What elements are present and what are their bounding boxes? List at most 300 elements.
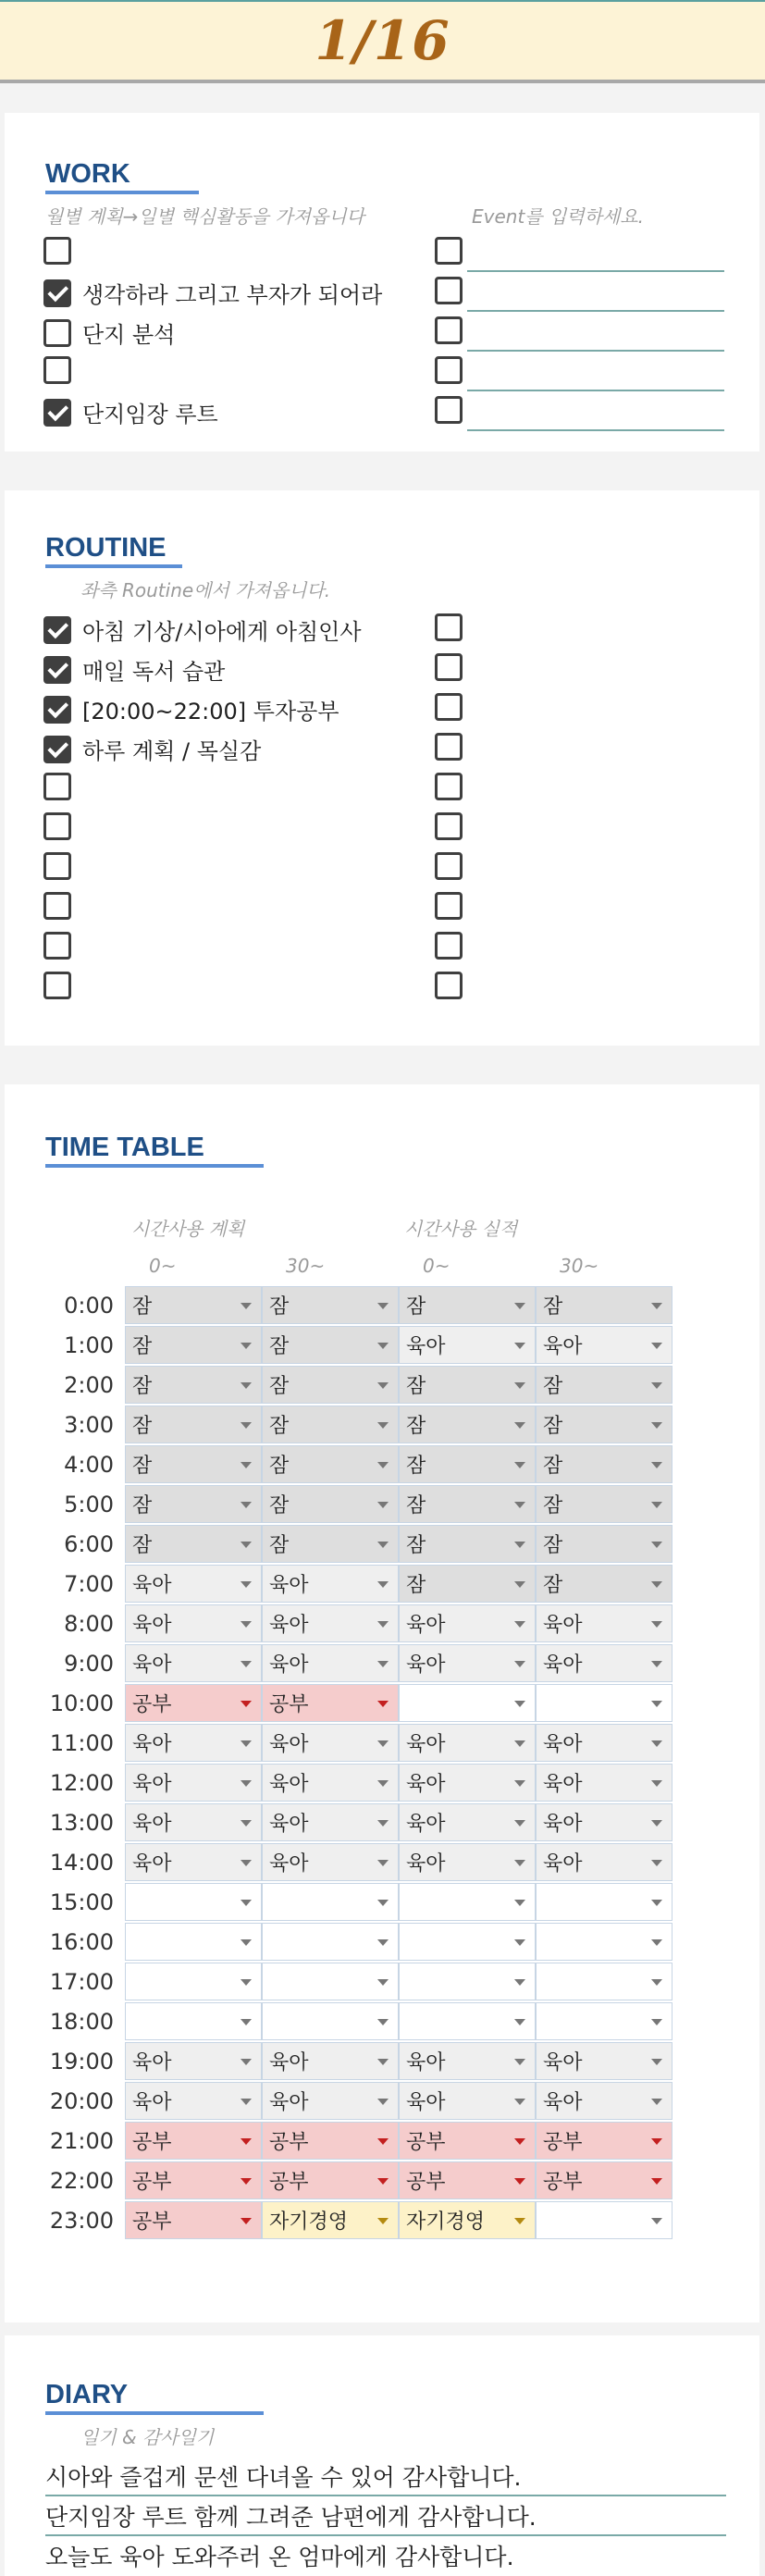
timetable-cell-dropdown[interactable]	[125, 1644, 262, 1682]
chevron-down-icon[interactable]	[377, 1422, 389, 1429]
routine-right-checkbox[interactable]	[435, 812, 463, 840]
timetable-cell-dropdown[interactable]	[125, 2042, 262, 2080]
timetable-cell-dropdown[interactable]	[399, 1604, 536, 1642]
work-item-label: 단지임장 루트	[82, 402, 218, 427]
chevron-down-icon[interactable]	[514, 1860, 525, 1866]
date-header	[0, 0, 765, 83]
chevron-down-icon[interactable]	[241, 1900, 252, 1906]
timetable-cell-dropdown[interactable]	[536, 1764, 672, 1802]
timetable-cell-dropdown[interactable]	[262, 1406, 399, 1443]
timetable-cell-dropdown[interactable]	[399, 1644, 536, 1682]
timetable-cell-dropdown[interactable]	[125, 1366, 262, 1404]
routine-right-checkbox[interactable]	[435, 892, 463, 920]
routine-item[interactable]	[43, 773, 82, 800]
timetable-cell-dropdown[interactable]	[536, 2201, 672, 2239]
timetable-cell-dropdown[interactable]	[262, 1764, 399, 1802]
chevron-down-icon[interactable]	[651, 2019, 662, 2025]
routine-item[interactable]	[43, 733, 261, 765]
event-checkbox[interactable]	[435, 316, 463, 344]
routine-item[interactable]	[43, 653, 225, 686]
chevron-down-icon[interactable]	[377, 1780, 389, 1787]
chevron-down-icon[interactable]	[514, 1621, 525, 1628]
routine-right-checkbox[interactable]	[435, 653, 463, 681]
work-checkbox[interactable]	[43, 279, 71, 307]
timetable-cell-dropdown[interactable]	[262, 2161, 399, 2199]
timetable-cell-dropdown[interactable]	[399, 2082, 536, 2120]
chevron-down-icon[interactable]	[514, 1502, 525, 1508]
routine-right-item[interactable]	[435, 773, 463, 800]
event-item[interactable]	[435, 396, 463, 424]
timetable-cell-dropdown[interactable]	[262, 1366, 399, 1404]
timetable-cell-dropdown[interactable]	[125, 2161, 262, 2199]
event-item[interactable]	[435, 316, 463, 344]
routine-checkbox[interactable]	[43, 656, 71, 684]
chevron-down-icon[interactable]	[377, 1820, 389, 1827]
chevron-down-icon[interactable]	[514, 2099, 525, 2105]
timetable-cell-dropdown[interactable]	[399, 1445, 536, 1483]
chevron-down-icon[interactable]	[241, 1860, 252, 1866]
routine-item[interactable]	[43, 892, 82, 920]
event-input-line[interactable]	[467, 270, 724, 272]
timetable-cell-dropdown[interactable]	[262, 1565, 399, 1603]
timetable-cell-dropdown[interactable]	[262, 2082, 399, 2120]
chevron-down-icon[interactable]	[241, 1343, 252, 1349]
timetable-cell-dropdown[interactable]	[399, 1525, 536, 1563]
chevron-down-icon[interactable]	[377, 1900, 389, 1906]
chevron-down-icon[interactable]	[241, 1780, 252, 1787]
timetable-cell-value: 육아	[269, 1813, 309, 1836]
event-item[interactable]	[435, 356, 463, 384]
chevron-down-icon[interactable]	[651, 1542, 662, 1548]
routine-right-checkbox[interactable]	[435, 773, 463, 800]
chevron-down-icon[interactable]	[514, 1382, 525, 1389]
timetable-cell-dropdown[interactable]	[262, 2002, 399, 2040]
chevron-down-icon[interactable]	[651, 1422, 662, 1429]
timetable-cell-dropdown[interactable]	[399, 1565, 536, 1603]
timetable-cell-value: 공부	[269, 2171, 309, 2194]
chevron-down-icon[interactable]	[241, 2099, 252, 2105]
chevron-down-icon[interactable]	[651, 1780, 662, 1787]
timetable-cell-dropdown[interactable]	[125, 2201, 262, 2239]
routine-right-checkbox[interactable]	[435, 972, 463, 999]
routine-checkbox[interactable]	[43, 616, 71, 644]
timetable-cell-value: 잠	[543, 1494, 563, 1517]
event-input-line[interactable]	[467, 310, 724, 312]
timetable-cell-dropdown[interactable]	[536, 1406, 672, 1443]
routine-checkbox[interactable]	[43, 736, 71, 763]
timetable-cell-dropdown[interactable]	[262, 1286, 399, 1324]
routine-right-checkbox[interactable]	[435, 932, 463, 960]
timetable-subhead: 0~	[149, 1255, 177, 1277]
timetable-cell-dropdown[interactable]	[536, 1724, 672, 1762]
event-checkbox[interactable]	[435, 237, 463, 265]
chevron-down-icon[interactable]	[514, 2019, 525, 2025]
timetable-cell-dropdown[interactable]	[536, 2082, 672, 2120]
timetable-cell-dropdown[interactable]	[262, 1604, 399, 1642]
chevron-down-icon[interactable]	[241, 1621, 252, 1628]
timetable-cell-dropdown[interactable]	[399, 1923, 536, 1961]
timetable-cell-dropdown[interactable]	[399, 2122, 536, 2160]
chevron-down-icon[interactable]	[514, 1661, 525, 1667]
timetable-cell-dropdown[interactable]	[536, 2161, 672, 2199]
routine-hint: 좌측 Routine에서 가져옵니다.	[80, 579, 331, 601]
timetable-cell-dropdown[interactable]	[536, 1445, 672, 1483]
chevron-down-icon[interactable]	[514, 2218, 525, 2224]
chevron-down-icon[interactable]	[377, 1979, 389, 1986]
chevron-down-icon[interactable]	[651, 1740, 662, 1747]
chevron-down-icon[interactable]	[651, 1382, 662, 1389]
routine-item[interactable]	[43, 812, 82, 840]
work-checkbox[interactable]	[43, 237, 71, 265]
chevron-down-icon[interactable]	[514, 2138, 525, 2145]
chevron-down-icon[interactable]	[651, 1621, 662, 1628]
routine-right-item[interactable]	[435, 892, 463, 920]
chevron-down-icon[interactable]	[377, 1740, 389, 1747]
chevron-down-icon[interactable]	[377, 1939, 389, 1946]
chevron-down-icon[interactable]	[651, 1581, 662, 1588]
timetable-cell-dropdown[interactable]	[399, 2201, 536, 2239]
routine-checkbox[interactable]	[43, 892, 71, 920]
chevron-down-icon[interactable]	[377, 1303, 389, 1309]
timetable-cell-dropdown[interactable]	[125, 2082, 262, 2120]
chevron-down-icon[interactable]	[651, 1502, 662, 1508]
work-checkbox[interactable]	[43, 399, 71, 427]
timetable-hour: 12:00	[49, 1770, 114, 1796]
timetable-cell-dropdown[interactable]	[262, 1923, 399, 1961]
routine-right-checkbox[interactable]	[435, 613, 463, 641]
chevron-down-icon[interactable]	[241, 1740, 252, 1747]
timetable-cell-dropdown[interactable]	[262, 1326, 399, 1364]
routine-right-checkbox[interactable]	[435, 733, 463, 761]
timetable-cell-dropdown[interactable]	[125, 1565, 262, 1603]
timetable-cell-dropdown[interactable]	[262, 1644, 399, 1682]
chevron-down-icon[interactable]	[377, 1701, 389, 1707]
timetable-cell-value: 공부	[543, 2131, 583, 2154]
chevron-down-icon[interactable]	[377, 1502, 389, 1508]
chevron-down-icon[interactable]	[514, 2178, 525, 2185]
work-item[interactable]	[43, 316, 175, 349]
routine-item[interactable]	[43, 613, 362, 646]
routine-card	[5, 490, 759, 1046]
chevron-down-icon[interactable]	[651, 1661, 662, 1667]
chevron-down-icon[interactable]	[651, 1343, 662, 1349]
chevron-down-icon[interactable]	[514, 1701, 525, 1707]
chevron-down-icon[interactable]	[377, 1462, 389, 1468]
timetable-cell-dropdown[interactable]	[536, 1485, 672, 1523]
chevron-down-icon[interactable]	[377, 1621, 389, 1628]
chevron-down-icon[interactable]	[514, 1462, 525, 1468]
chevron-down-icon[interactable]	[514, 1303, 525, 1309]
timetable-cell-dropdown[interactable]	[125, 1923, 262, 1961]
chevron-down-icon[interactable]	[241, 2059, 252, 2065]
timetable-cell-dropdown[interactable]	[125, 1764, 262, 1802]
timetable-cell-dropdown[interactable]	[125, 1406, 262, 1443]
routine-right-item[interactable]	[435, 972, 463, 999]
chevron-down-icon[interactable]	[377, 1581, 389, 1588]
chevron-down-icon[interactable]	[377, 2218, 389, 2224]
event-input-line[interactable]	[467, 390, 724, 391]
timetable-cell-dropdown[interactable]	[399, 1724, 536, 1762]
chevron-down-icon[interactable]	[514, 1542, 525, 1548]
diary-entry[interactable]: 시아와 즐겁게 문센 다녀올 수 있어 감사합니다.	[45, 2464, 522, 2491]
timetable-cell-dropdown[interactable]	[262, 1445, 399, 1483]
chevron-down-icon[interactable]	[241, 1422, 252, 1429]
chevron-down-icon[interactable]	[514, 1979, 525, 1986]
diary-entry[interactable]: 단지임장 루트 함께 그려준 남편에게 감사합니다.	[45, 2504, 537, 2531]
timetable-cell-value: 육아	[132, 1614, 172, 1637]
timetable-cell-dropdown[interactable]	[262, 2042, 399, 2080]
timetable-cell-value: 잠	[406, 1375, 426, 1398]
timetable-cell-dropdown[interactable]	[536, 1644, 672, 1682]
timetable-cell-dropdown[interactable]	[262, 1803, 399, 1841]
timetable-cell-dropdown[interactable]	[536, 2002, 672, 2040]
chevron-down-icon[interactable]	[241, 1382, 252, 1389]
chevron-down-icon[interactable]	[651, 1462, 662, 1468]
chevron-down-icon[interactable]	[377, 1542, 389, 1548]
work-item[interactable]	[43, 356, 82, 384]
chevron-down-icon[interactable]	[241, 1820, 252, 1827]
routine-right-item[interactable]	[435, 852, 463, 880]
timetable-cell-dropdown[interactable]	[399, 1883, 536, 1921]
timetable-cell-value: 공부	[132, 1693, 172, 1716]
timetable-hour: 6:00	[64, 1531, 114, 1557]
timetable-cell-dropdown[interactable]	[536, 1923, 672, 1961]
timetable-cell-dropdown[interactable]	[399, 1963, 536, 2000]
timetable-hour: 22:00	[49, 2168, 114, 2194]
chevron-down-icon[interactable]	[241, 1701, 252, 1707]
routine-checkbox[interactable]	[43, 773, 71, 800]
chevron-down-icon[interactable]	[241, 1979, 252, 1986]
routine-right-item[interactable]	[435, 693, 463, 721]
timetable-cell-dropdown[interactable]	[125, 2122, 262, 2160]
chevron-down-icon[interactable]	[241, 1542, 252, 1548]
chevron-down-icon[interactable]	[514, 1900, 525, 1906]
timetable-cell-dropdown[interactable]	[399, 1843, 536, 1881]
timetable-cell-dropdown[interactable]	[536, 1565, 672, 1603]
timetable-cell-dropdown[interactable]	[399, 1485, 536, 1523]
chevron-down-icon[interactable]	[651, 2178, 662, 2185]
chevron-down-icon[interactable]	[241, 2178, 252, 2185]
timetable-cell-dropdown[interactable]	[262, 1724, 399, 1762]
timetable-cell-dropdown[interactable]	[536, 1326, 672, 1364]
timetable-cell-dropdown[interactable]	[125, 1684, 262, 1722]
chevron-down-icon[interactable]	[651, 2059, 662, 2065]
routine-checkbox[interactable]	[43, 852, 71, 880]
routine-right-item[interactable]	[435, 932, 463, 960]
chevron-down-icon[interactable]	[514, 1422, 525, 1429]
timetable-cell-dropdown[interactable]	[536, 2122, 672, 2160]
chevron-down-icon[interactable]	[241, 1661, 252, 1667]
chevron-down-icon[interactable]	[514, 2059, 525, 2065]
timetable-cell-dropdown[interactable]	[536, 1803, 672, 1841]
routine-right-checkbox[interactable]	[435, 693, 463, 721]
timetable-cell-value: 잠	[406, 1295, 426, 1319]
timetable-cell-dropdown[interactable]	[125, 1963, 262, 2000]
timetable-cell-dropdown[interactable]	[536, 1883, 672, 1921]
timetable-cell-dropdown[interactable]	[399, 1803, 536, 1841]
chevron-down-icon[interactable]	[241, 1462, 252, 1468]
routine-item[interactable]	[43, 932, 82, 960]
timetable-cell-dropdown[interactable]	[536, 1604, 672, 1642]
chevron-down-icon[interactable]	[514, 1780, 525, 1787]
diary-entry[interactable]: 오늘도 육아 도와주러 온 엄마에게 감사합니다.	[45, 2544, 514, 2570]
timetable-title: TIME TABLE	[45, 1133, 204, 1162]
diary-separator	[45, 2534, 726, 2536]
chevron-down-icon[interactable]	[651, 2099, 662, 2105]
timetable-cell-value: 육아	[406, 2051, 446, 2074]
timetable-cell-value: 육아	[406, 1733, 446, 1756]
timetable-cell-dropdown[interactable]	[125, 1525, 262, 1563]
timetable-cell-dropdown[interactable]	[536, 1366, 672, 1404]
timetable-hour: 13:00	[49, 1810, 114, 1836]
timetable-cell-value: 육아	[269, 2091, 309, 2114]
routine-checkbox[interactable]	[43, 812, 71, 840]
chevron-down-icon[interactable]	[377, 2138, 389, 2145]
work-item[interactable]	[43, 277, 382, 309]
chevron-down-icon[interactable]	[241, 2019, 252, 2025]
routine-right-item[interactable]	[435, 613, 463, 641]
chevron-down-icon[interactable]	[377, 2178, 389, 2185]
routine-title-underline	[45, 564, 182, 568]
event-checkbox[interactable]	[435, 356, 463, 384]
timetable-cell-dropdown[interactable]	[536, 1525, 672, 1563]
routine-checkbox[interactable]	[43, 932, 71, 960]
chevron-down-icon[interactable]	[651, 1820, 662, 1827]
chevron-down-icon[interactable]	[514, 1581, 525, 1588]
timetable-cell-value: 육아	[406, 1653, 446, 1677]
timetable-cell-dropdown[interactable]	[399, 2042, 536, 2080]
timetable-cell-dropdown[interactable]	[262, 2201, 399, 2239]
routine-right-item[interactable]	[435, 653, 463, 681]
routine-checkbox[interactable]	[43, 696, 71, 724]
timetable-cell-value: 육아	[406, 1773, 446, 1796]
timetable-cell-value: 잠	[269, 1375, 290, 1398]
timetable-cell-dropdown[interactable]	[399, 1366, 536, 1404]
chevron-down-icon[interactable]	[514, 1740, 525, 1747]
timetable-cell-dropdown[interactable]	[399, 1406, 536, 1443]
work-checkbox[interactable]	[43, 356, 71, 384]
timetable-cell-dropdown[interactable]	[536, 1963, 672, 2000]
timetable-cell-value: 육아	[543, 1773, 583, 1796]
routine-right-item[interactable]	[435, 733, 463, 761]
work-item[interactable]	[43, 396, 218, 428]
timetable-cell-dropdown[interactable]	[399, 1764, 536, 1802]
timetable-cell-dropdown[interactable]	[125, 1803, 262, 1841]
timetable-subhead: 30~	[560, 1255, 599, 1277]
chevron-down-icon[interactable]	[651, 1701, 662, 1707]
timetable-cell-dropdown[interactable]	[125, 1724, 262, 1762]
timetable-cell-dropdown[interactable]	[262, 1684, 399, 1722]
timetable-cell-dropdown[interactable]	[399, 2002, 536, 2040]
chevron-down-icon[interactable]	[377, 1382, 389, 1389]
chevron-down-icon[interactable]	[241, 1502, 252, 1508]
timetable-cell-dropdown[interactable]	[536, 1286, 672, 1324]
routine-right-checkbox[interactable]	[435, 852, 463, 880]
chevron-down-icon[interactable]	[651, 1900, 662, 1906]
event-input-line[interactable]	[467, 429, 724, 431]
chevron-down-icon[interactable]	[241, 1581, 252, 1588]
timetable-cell-dropdown[interactable]	[125, 1326, 262, 1364]
timetable-cell-value: 잠	[543, 1534, 563, 1557]
timetable-cell-dropdown[interactable]	[399, 1326, 536, 1364]
event-input-line[interactable]	[467, 350, 724, 352]
timetable-cell-value: 잠	[132, 1494, 153, 1517]
routine-item-label: 아침 기상/시아에게 아침인사	[82, 619, 362, 645]
chevron-down-icon[interactable]	[377, 1860, 389, 1866]
timetable-cell-dropdown[interactable]	[125, 1286, 262, 1324]
chevron-down-icon[interactable]	[377, 2099, 389, 2105]
timetable-cell-dropdown[interactable]	[125, 1843, 262, 1881]
timetable-cell-dropdown[interactable]	[536, 1684, 672, 1722]
chevron-down-icon[interactable]	[377, 2059, 389, 2065]
chevron-down-icon[interactable]	[514, 1939, 525, 1946]
timetable-cell-value: 공부	[132, 2211, 172, 2234]
diary-card	[5, 2335, 759, 2576]
chevron-down-icon[interactable]	[651, 1979, 662, 1986]
chevron-down-icon[interactable]	[651, 2218, 662, 2224]
timetable-cell-dropdown[interactable]	[399, 1684, 536, 1722]
work-item-label: 단지 분석	[82, 322, 176, 348]
chevron-down-icon[interactable]	[514, 1820, 525, 1827]
chevron-down-icon[interactable]	[651, 1303, 662, 1309]
timetable-cell-dropdown[interactable]	[125, 2002, 262, 2040]
timetable-hour: 20:00	[49, 2088, 114, 2114]
chevron-down-icon[interactable]	[377, 1661, 389, 1667]
chevron-down-icon[interactable]	[241, 1303, 252, 1309]
timetable-cell-dropdown[interactable]	[125, 1445, 262, 1483]
timetable-cell-dropdown[interactable]	[125, 1604, 262, 1642]
timetable-cell-dropdown[interactable]	[125, 1883, 262, 1921]
event-checkbox[interactable]	[435, 396, 463, 424]
chevron-down-icon[interactable]	[241, 1939, 252, 1946]
timetable-cell-dropdown[interactable]	[262, 1843, 399, 1881]
chevron-down-icon[interactable]	[241, 2138, 252, 2145]
chevron-down-icon[interactable]	[651, 1939, 662, 1946]
timetable-cell-dropdown[interactable]	[262, 1485, 399, 1523]
timetable-cell-dropdown[interactable]	[125, 1485, 262, 1523]
routine-item[interactable]	[43, 972, 82, 999]
timetable-hour: 14:00	[49, 1850, 114, 1876]
timetable-cell-dropdown[interactable]	[536, 1843, 672, 1881]
timetable-cell-dropdown[interactable]	[262, 1525, 399, 1563]
timetable-cell-dropdown[interactable]	[399, 2161, 536, 2199]
event-item[interactable]	[435, 237, 463, 265]
work-item[interactable]	[43, 237, 82, 265]
routine-right-item[interactable]	[435, 812, 463, 840]
event-checkbox[interactable]	[435, 277, 463, 304]
chevron-down-icon[interactable]	[651, 1860, 662, 1866]
routine-item[interactable]	[43, 693, 339, 725]
chevron-down-icon[interactable]	[514, 1343, 525, 1349]
routine-checkbox[interactable]	[43, 972, 71, 999]
timetable-cell-dropdown[interactable]	[262, 1883, 399, 1921]
chevron-down-icon[interactable]	[377, 2019, 389, 2025]
work-checkbox[interactable]	[43, 319, 71, 347]
timetable-cell-value: 육아	[543, 1653, 583, 1677]
timetable-hour: 5:00	[64, 1492, 114, 1517]
event-item[interactable]	[435, 277, 463, 304]
timetable-cell-dropdown[interactable]	[262, 2122, 399, 2160]
timetable-cell-value: 잠	[269, 1455, 290, 1478]
chevron-down-icon[interactable]	[241, 2218, 252, 2224]
timetable-cell-dropdown[interactable]	[399, 1286, 536, 1324]
routine-item[interactable]	[43, 852, 82, 880]
timetable-cell-dropdown[interactable]	[536, 2042, 672, 2080]
chevron-down-icon[interactable]	[377, 1343, 389, 1349]
work-title: WORK	[45, 159, 130, 189]
chevron-down-icon[interactable]	[651, 2138, 662, 2145]
timetable-cell-dropdown[interactable]	[262, 1963, 399, 2000]
